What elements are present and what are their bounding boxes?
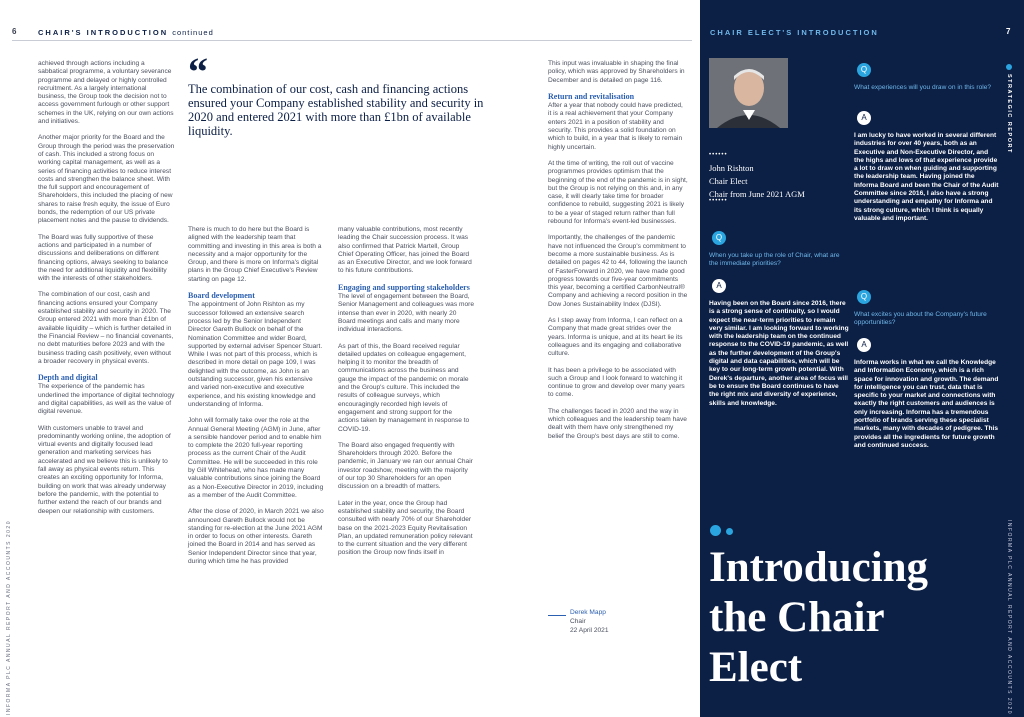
header-title: CHAIR'S INTRODUCTION <box>38 28 169 37</box>
signature-role: Chair <box>570 618 586 625</box>
column-2 <box>188 226 324 574</box>
paragraph: The Board also engaged frequently with Shareholders through 2020. Before the pandemic, in January we ran our annual Chair investor roadshow, meeting with the majority of our top 30 Shareholders for an open discussion on a breadth of matters. <box>338 441 473 491</box>
section-heading: Board development <box>188 291 255 301</box>
paragraph: Another major priority for the Board and the Group through the period was the preservation of cash. This included a strong focus on working capital management, as well as a series of financing activities to reduce interest costs and strengthen the balance sheet. With the full support and encouragement of Shareholders, this included the placing of new shares to raise fresh equity, the issue of Euro bonds, the redemption of our US private placement notes and the pause to dividends. <box>38 134 175 225</box>
chair-elect-info <box>709 162 805 201</box>
page-number-left: 6 <box>12 27 17 36</box>
answer-badge-icon: A <box>857 111 871 125</box>
column-4 <box>548 60 688 449</box>
dots-divider: •••••• <box>709 152 728 158</box>
paragraph: As part of this, the Board received regular detailed updates on colleague engagement, helping it to monitor the breadth of communications across the business and gauge the impact of the pandemic on morale and the Group's culture. This included the results of colleague surveys, which encouragingly recorded high levels of engagement and strong support for the actions taken by management in response to COVID-19. <box>338 342 470 433</box>
paragraph: As I step away from Informa, I can reflect on a Company that made great strides over the years. Informa is unique, and at its heart lie its colleagues and its engaging and collaborative culture. <box>548 317 683 358</box>
side-label-strategic: STRATEGIC REPORT <box>1006 74 1012 154</box>
signature-date: 22 April 2021 <box>570 627 609 634</box>
decorative-dot-icon <box>710 525 721 536</box>
portrait-photo <box>709 58 788 128</box>
title-line-3: Elect <box>709 644 803 691</box>
paragraph: John will formally take over the role at the Annual General Meeting (AGM) in June, after a sensible handover period and to enable him to complete the 2020 full-year reporting process as the current Chair of the Audit Committee. He will be succeeded in this role by Gill Whitehead, who has made many valuable contributions since joining the Board as a Non-Executive Director in 2019, including as a member of the Audit Committee. <box>188 417 324 499</box>
question-3: What excites you about the Company's future opportunities? <box>854 311 987 327</box>
paragraph: This input was invaluable in shaping the final policy, which was approved by Shareholders in December and is detailed on page 116. <box>548 60 685 84</box>
paragraph: Later in the year, once the Group had established stability and security, the Board consulted with nearly 70% of our Shareholder base on the 2021-2023 Equity Revitalisation Plan, an updated remuneration policy relevant to the current situation and the very different position the Group now finds itself in <box>338 499 473 557</box>
column-3 <box>338 226 474 566</box>
paragraph: It has been a privilege to be associated with such a Group and I look forward to watching it continue to grow and develop over many years to come. <box>548 366 685 399</box>
paragraph: The challenges faced in 2020 and the way in which colleagues and the leadership team have dealt with them have only strengthened my belief the Group's best days are still to come. <box>548 407 687 440</box>
answer-badge-icon: A <box>712 279 726 293</box>
chair-elect-name: John Rishton <box>709 163 754 173</box>
header-continued: continued <box>172 28 214 37</box>
chair-elect-role: Chair Elect <box>709 176 748 186</box>
paragraph: The experience of the pandemic has underlined the importance of digital technology and digital capabilities, as well as the value of digital revenue. <box>38 383 175 416</box>
paragraph: After the close of 2020, in March 2021 we also announced Gareth Bullock would not be standing for re-election at the June 2021 AGM in order to focus on other interests. Gareth joined the Board in 2014 and has served as Senior Independent Director since that year, during which time he has provided <box>188 508 324 565</box>
answer-1: I am lucky to have worked in several different industries for over 40 years, both as an Executive and Non-Executive Director, and the highs and lows of that experience provide a lot to draw on when guiding and supporting the leadership team. Having joined the Informa Board and been the Chair of the Audit Committee since 2016, I also have a strong understanding and empathy for Informa and its strong culture, which I think is equally valuable and important. <box>854 132 999 222</box>
page-number-right: 7 <box>1006 27 1011 36</box>
question-badge-icon: Q <box>857 290 871 304</box>
paragraph: The Board was fully supportive of these actions and participated in a number of discussions and deliberations on different financing options, always seeking to balance the need for additional liquidity and flexibility with the interests of other stakeholders. <box>38 233 169 283</box>
section-heading: Depth and digital <box>38 373 98 383</box>
section-heading: Return and revitalisation <box>548 91 635 101</box>
side-text-right: INFORMA PLC ANNUAL REPORT AND ACCOUNTS 2020 <box>1006 520 1012 716</box>
signature-block <box>570 608 609 635</box>
side-text-left: INFORMA PLC ANNUAL REPORT AND ACCOUNTS 2020 <box>6 520 12 716</box>
paragraph: Importantly, the challenges of the pandemic have not influenced the Group's commitment to become a more sustainable business. As is detailed on pages 42 to 44, following the launch of FasterForward in 2020, we have made good progress towards our five-year commitments this year, becoming a certified CarbonNeutral® Company and achieving a record position in the Dow Jones Sustainability Index (DJSI). <box>548 234 688 308</box>
paragraph: There is much to do here but the Board is aligned with the leadership team that committing and investing in this area is both a necessity and a major opportunity for the Group, and there is more on Informa's digital plans in the Group Chief Executive's Review starting on page 12. <box>188 226 322 283</box>
page-header-left <box>38 28 214 37</box>
answer-2: Having been on the Board since 2016, there is a strong sense of continuity, so I would expect the near-term priorities to remain very similar. I am looking forward to working with the leadership team on the continued response to the COVID-19 pandemic, as well as the further development of the Group's digital and data capabilities, which will be key to our long-term growth potential. With Derek's departure, another area of focus will be to ensure the Board continues to have the right mix and diversity of experience, skills and knowledge. <box>709 300 849 407</box>
title-line-1: Introducing <box>709 544 929 591</box>
question-badge-icon: Q <box>857 63 871 77</box>
paragraph: At the time of writing, the roll out of vaccine programmes provides optimism that the beginning of the end of the pandemic is in sight, but the Group is not relying on this and, in any case, it will clearly take time for broader confidence to rebuild, suggesting 2021 is likely to be a year of staged return rather than full rebound for Informa's event-led businesses. <box>548 159 688 226</box>
paragraph: many valuable contributions, most recently leading the Chair succession process. It was also confirmed that Patrick Martell, Group Chief Operating Officer, has joined the Board as an Executive Director, and we look forward to his future contributions. <box>338 226 472 275</box>
title-line-2: the Chair <box>709 594 885 641</box>
paragraph: After a year that nobody could have predicted, it is a real achievement that your Company enters 2021 in a position of stability and security. This provides a solid foundation on which to build, in a year that is likely to remain highly uncertain. <box>548 102 683 151</box>
signature-rule <box>548 615 566 616</box>
paragraph: The appointment of John Rishton as my successor followed an extensive search process led by the Senior Independent Director Gareth Bullock on behalf of the Nomination Committee and wider Board, supported by external adviser Spencer Stuart. While I was not part of this process, which is described in more detail on page 109, I was delighted with the outcome, as John is an outstanding successor, given his extensive and varied non-executive and executive experience, and his existing knowledge and understanding of Informa. <box>188 301 323 408</box>
answer-3: Informa works in what we call the Knowledge and Information Economy, which is a rich space for innovation and growth. The demand for intelligence you can trust, data that is specific to your market and connections with exactly the right customers and audiences is only increasing. Informa has a tremendous portfolio of brands serving these specialist markets, many with decades of pedigree. This provides all the ingredients for future growth and continued success. <box>854 359 999 449</box>
portrait-illustration <box>709 58 788 128</box>
paragraph: With customers unable to travel and predominantly working online, the adoption of virtual events and digitally focused lead generation and marketing services has accelerated and we believe this is unlikely to fall away as physical events return. This creates an exciting opportunity for Informa, building on work that was already underway before the pandemic, with the potential to further extend the reach of our brands and deepen our relationship with customers. <box>38 424 171 515</box>
page-title <box>709 543 928 693</box>
answer-badge-icon: A <box>857 338 871 352</box>
header-rule <box>12 40 692 41</box>
question-1: What experiences will you draw on in this role? <box>854 84 992 91</box>
signature-name: Derek Mapp <box>570 609 606 616</box>
question-badge-icon: Q <box>712 231 726 245</box>
quote-mark-icon: “ <box>188 49 208 94</box>
section-dot-icon <box>1006 64 1012 70</box>
page-header-right: CHAIR ELECT'S INTRODUCTION <box>710 28 879 37</box>
question-2: When you take up the role of Chair, what are the immediate priorities? <box>709 252 840 268</box>
paragraph: achieved through actions including a sabbatical programme, a voluntary severance programme and delayed or highly controlled recruitment. As a largely international business, the Group took the decision not to access government furlough or other support schemes in the UK, relying on our own actions and initiatives. <box>38 60 174 126</box>
paragraph: The combination of our cost, cash and financing actions ensured your Company established stability and security in 2020. The Group entered 2021 with more than £1bn of available liquidity – which is further detailed in the Financial Review – no financial covenants, no debt maturities before 2023 and with the business trading cash positively, even without a broader recovery in physical events. <box>38 291 174 365</box>
column-1 <box>38 60 176 524</box>
decorative-dot-icon <box>726 528 733 535</box>
chair-elect-tenure: Chair from June 2021 AGM <box>709 189 805 199</box>
paragraph: The level of engagement between the Board, Senior Management and colleagues was more intense than ever in 2020, with nearly 20 Board meetings and calls and many more individual interactions. <box>338 293 474 334</box>
pull-quote: The combination of our cost, cash and financing actions ensured your Company established stability and security in 2020 and entered 2021 with more than £1bn of available liquidity. <box>188 82 484 138</box>
section-heading: Engaging and supporting stakeholders <box>338 282 470 292</box>
dots-divider: •••••• <box>709 198 728 204</box>
